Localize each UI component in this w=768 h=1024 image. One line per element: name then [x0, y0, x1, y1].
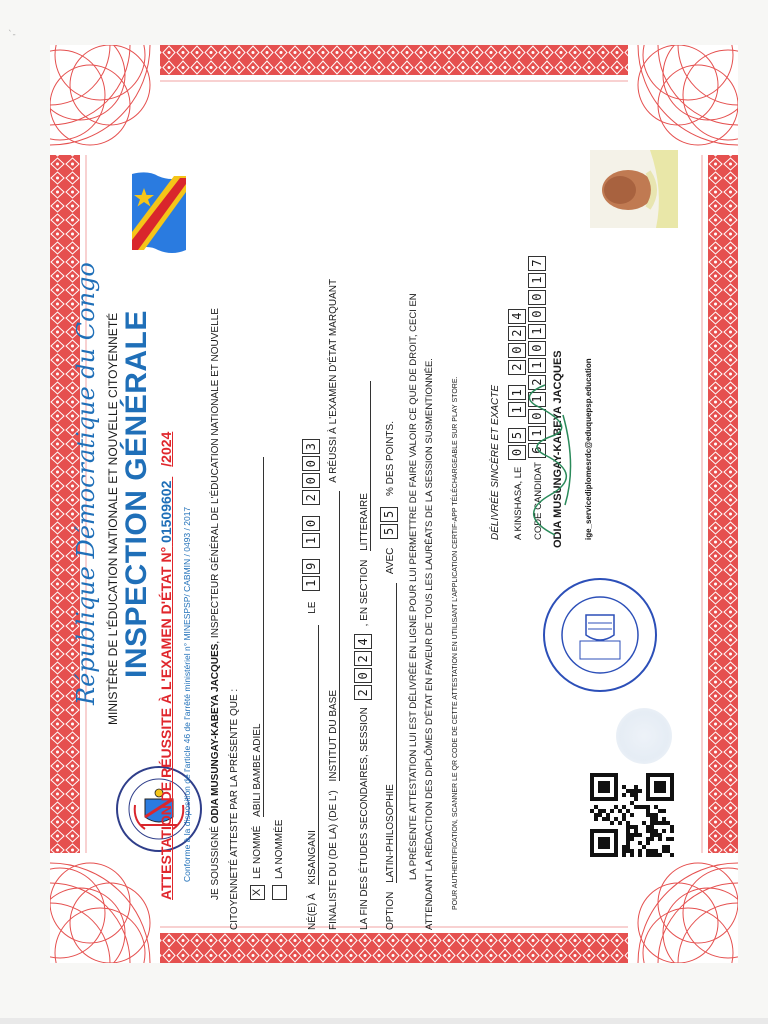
- le-nomme-checkbox[interactable]: X: [250, 885, 265, 900]
- fin-etudes-label: LA FIN DES ÉTUDES SECONDAIRES, SESSION: [359, 707, 370, 930]
- digit-box: 3: [302, 439, 320, 454]
- digit-box: 1: [302, 576, 320, 591]
- session-row: [354, 381, 372, 930]
- digit-box: 4: [508, 309, 526, 324]
- le-label: LE: [307, 601, 318, 614]
- attestation-prefix: ATTESTATION DE RÉUSSITE À L'EXAMEN D'ÉTAT N°: [158, 546, 174, 900]
- attestation-title: [158, 432, 174, 900]
- soussigne-suffix: , INSPECTEUR GÉNÉRAL DE L'ÉDUCATION NATIONALE ET NOUVELLE: [210, 308, 221, 644]
- school-name: INSTITUT DU BASE: [328, 492, 340, 782]
- digit-box: 0: [354, 668, 372, 683]
- attestation-number: 01509602: [158, 480, 174, 543]
- digit-box: 1: [528, 273, 546, 288]
- digit-box: 0: [528, 409, 546, 424]
- contact-email[interactable]: ige_servicediplomesrdc@eduquepsp.education: [584, 358, 593, 540]
- conforme-note: Conforme à la disposition de l'article 46 de l'arrêté ministériel n° MINESPSP/ CABMIN / 0493 / 2017: [182, 506, 192, 882]
- option-label: OPTION: [385, 891, 396, 930]
- digit-box: 0: [302, 473, 320, 488]
- points-label: % DES POINTS.: [385, 421, 396, 497]
- option-name: LATIN-PHILOSOPHIE: [385, 583, 397, 883]
- birth-place: KISANGANI: [307, 625, 319, 885]
- le-nomme-row: [250, 457, 265, 900]
- auth-note: POUR AUTHENTIFICATION, SCANNER LE QR CODE DE CETTE ATTESTATION EN UTILISANT L'APPLICATION CERTIF-APP TÉLÉCHARGEABLE SUR PLAY STORE.: [452, 376, 459, 910]
- digit-box: 1: [528, 358, 546, 373]
- delivree-text: DÉLIVRÉE SINCÈRE ET EXACTE: [490, 384, 501, 540]
- en-section-label: , EN SECTION: [359, 559, 370, 627]
- digit-box: 9: [302, 559, 320, 574]
- presente-line-1: LA PRÉSENTE ATTESTATION LUI EST DÉLIVRÉE EN LIGNE POUR LUI PERMETTRE DE FAIRE VALOIR CE QUE DE DROIT, CECI EN: [408, 293, 419, 880]
- digit-box: 7: [528, 256, 546, 271]
- score-boxes: [380, 505, 398, 539]
- border-right: [708, 45, 738, 963]
- scan-edge: [0, 1018, 768, 1024]
- digit-box: 0: [528, 341, 546, 356]
- digit-box: 0: [528, 290, 546, 305]
- digit-box: 5: [380, 524, 398, 539]
- option-row: [380, 421, 398, 930]
- digit-box: 2: [508, 360, 526, 375]
- finaliste-label: FINALISTE DU (DE LA) (DE L'): [328, 790, 339, 930]
- birth-row: [302, 431, 320, 930]
- a-kinshasa-label: A KINSHASA, LE: [513, 466, 524, 540]
- digit-box: 0: [508, 343, 526, 358]
- digit-box: 0: [508, 445, 526, 460]
- soussigne-name: ODIA MUSUNGAY-KABEYA JACQUES: [210, 643, 221, 824]
- attestation-year: /2024: [158, 431, 174, 467]
- finaliste-row: [328, 279, 340, 930]
- soussigne-prefix: JE SOUSSIGNÉ: [210, 826, 221, 900]
- digit-box: 0: [528, 307, 546, 322]
- digit-box: 2: [528, 375, 546, 390]
- digit-box: 1: [528, 324, 546, 339]
- la-nommee-row: [272, 820, 287, 900]
- soussigne-line: [210, 308, 221, 900]
- birth-year-boxes: [302, 437, 320, 505]
- digit-box: 2: [302, 490, 320, 505]
- digit-box: 5: [508, 428, 526, 443]
- digit-box: 1: [528, 392, 546, 407]
- la-nommee-checkbox[interactable]: [272, 885, 287, 900]
- digit-box: 4: [354, 634, 372, 649]
- digit-box: 1: [528, 426, 546, 441]
- code-label: CODE CANDIDAT: [533, 462, 544, 540]
- digit-box: 2: [354, 651, 372, 666]
- la-nommee-label: LA NOMMÉE: [274, 819, 286, 879]
- signer-name: ODIA MUSUNGAY-KABEYA JACQUES: [552, 350, 564, 548]
- issue-year-boxes: [508, 307, 526, 375]
- digit-box: 1: [302, 533, 320, 548]
- birth-day-boxes: [302, 557, 320, 591]
- scan-artifact: `-: [8, 30, 16, 40]
- digit-box: 6: [528, 443, 546, 458]
- republic-title: République Démocratique du Congo: [72, 262, 100, 705]
- digit-box: 5: [380, 507, 398, 522]
- session-year-boxes: [354, 632, 372, 700]
- digit-box: 1: [508, 402, 526, 417]
- le-nomme-label: LE NOMMÉ: [252, 825, 264, 879]
- birth-month-boxes: [302, 514, 320, 548]
- reussi-text: A RÉUSSI À L'EXAMEN D'ÉTAT MARQUANT: [328, 278, 339, 483]
- digit-box: 2: [508, 326, 526, 341]
- digit-box: 0: [302, 516, 320, 531]
- digit-box: 2: [354, 685, 372, 700]
- atteste-line: CITOYENNETÉ ATTESTE PAR LA PRÉSENTE QUE :: [229, 688, 240, 930]
- ne-a-label: NÉ(E) À: [307, 893, 318, 930]
- student-name: ABILI BAMBE ADIEL: [252, 457, 264, 817]
- avec-label: AVEC: [385, 547, 396, 575]
- ministry-title: MINISTÈRE DE L'ÉDUCATION NATIONALE ET NOUVELLE CITOYENNETÉ: [106, 312, 120, 725]
- inspection-title: INSPECTION GÉNÉRALE: [120, 310, 153, 678]
- section-name: LITTERAIRE: [359, 381, 371, 551]
- handwritten-signature: [515, 375, 585, 545]
- digit-box: 1: [508, 385, 526, 400]
- digit-box: 0: [302, 456, 320, 471]
- presente-line-2: ATTENDANT LA RÉDACTION DES DIPLÔMES D'ÉTAT EN FAVEUR DE TOUS LES LAURÉATS DE LA SESSION SUSMENTIONNÉE.: [424, 358, 435, 930]
- certificate-text-block: [70, 80, 650, 930]
